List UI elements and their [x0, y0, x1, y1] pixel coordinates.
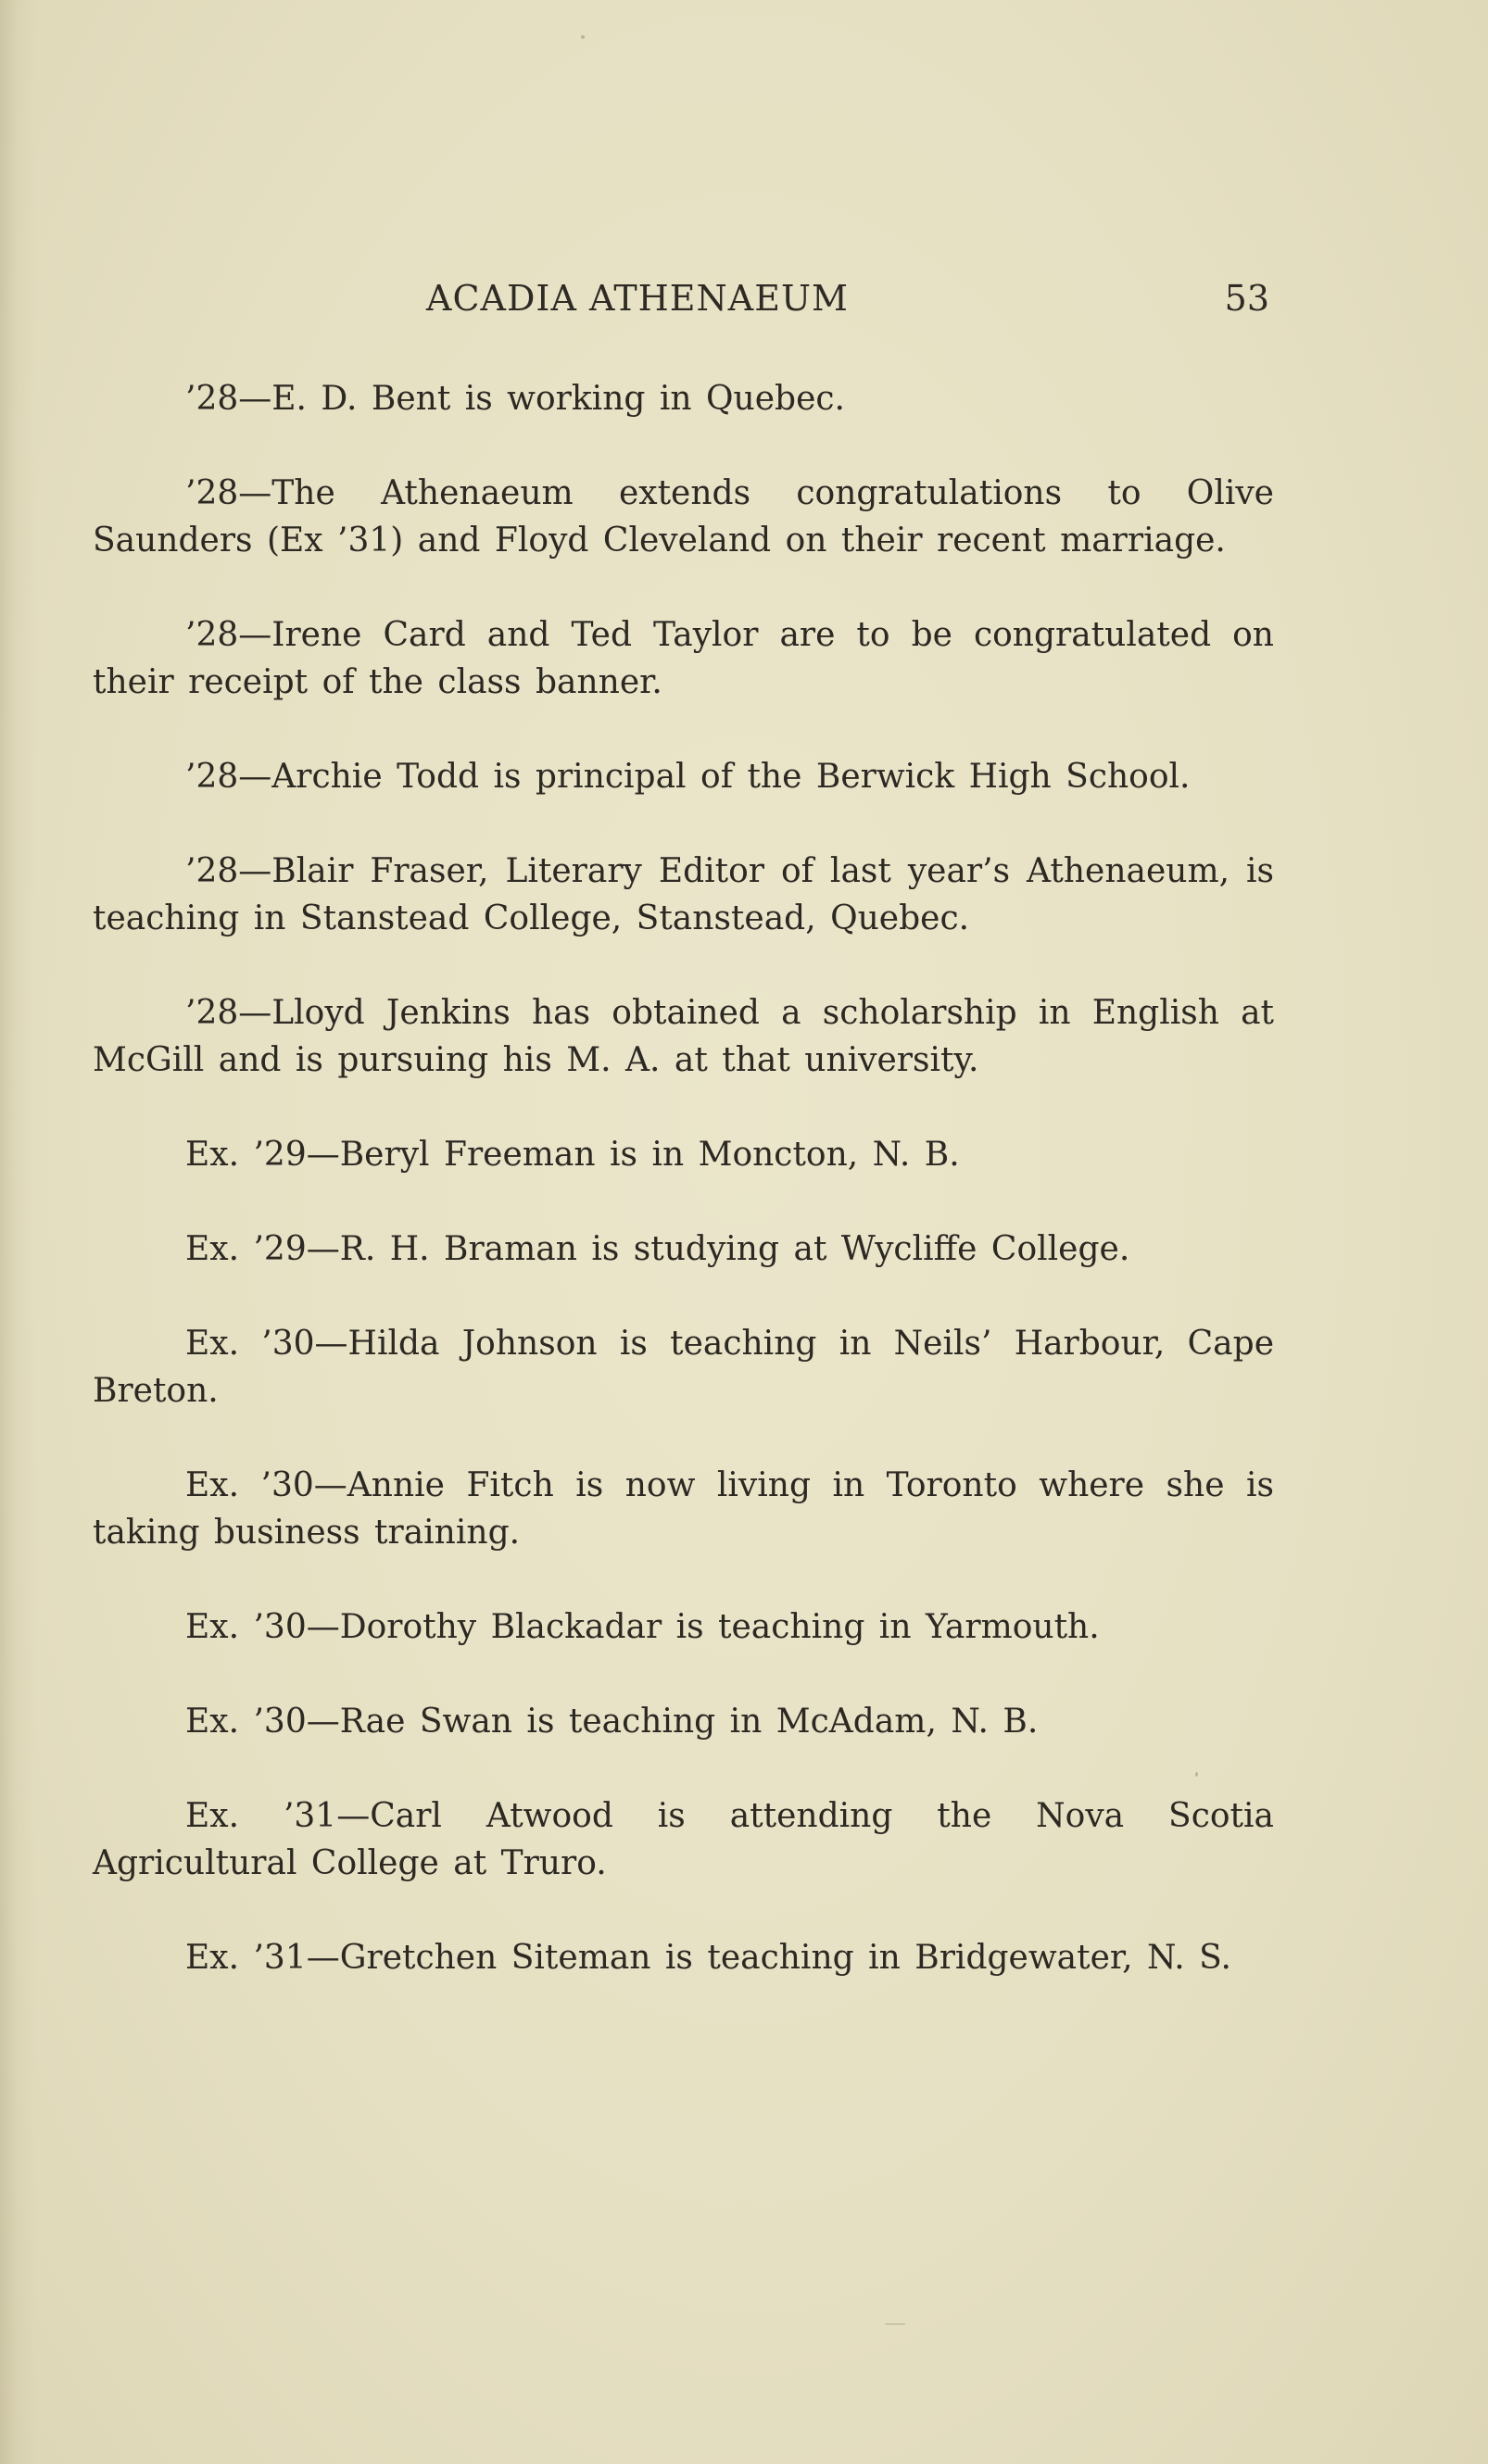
alumni-note: ’28—Blair Fraser, Literary Editor of last year’s Athenaeum, is teaching in Stanstead College, Stanstead, Quebec.: [93, 852, 1274, 937]
alumni-note: Ex. ’29—R. H. Braman is studying at Wycliffe College.: [185, 1230, 1130, 1268]
alumni-note: ’28—E. D. Bent is working in Quebec.: [185, 380, 845, 418]
alumni-note: Ex. ’29—Beryl Freeman is in Moncton, N. B.: [185, 1136, 960, 1174]
alumni-note: Ex. ’30—Annie Fitch is now living in Toronto where she is taking business training.: [93, 1466, 1274, 1552]
paper-speck: [581, 35, 585, 39]
page-header: [93, 278, 1269, 333]
alumni-note: Ex. ’30—Hilda Johnson is teaching in Neils’ Harbour, Cape Breton.: [93, 1325, 1274, 1410]
alumni-note: Ex. ’30—Dorothy Blackadar is teaching in Yarmouth.: [185, 1608, 1100, 1646]
alumni-note: ’28—Lloyd Jenkins has obtained a scholarship in English at McGill and is pursuing his M. A. at that university.: [93, 994, 1274, 1079]
alumni-note: ’28—Archie Todd is principal of the Berwick High School.: [185, 758, 1191, 796]
alumni-notes: [93, 375, 1274, 2029]
running-head: ACADIA ATHENAEUM: [426, 278, 849, 319]
alumni-note: ’28—Irene Card and Ted Taylor are to be congratulated on their receipt of the class banner.: [93, 616, 1274, 701]
alumni-note: Ex. ’31—Carl Atwood is attending the Nova Scotia Agricultural College at Truro.: [93, 1797, 1274, 1882]
paper-speck: [1195, 1772, 1198, 1777]
alumni-note: Ex. ’31—Gretchen Siteman is teaching in Bridgewater, N. S.: [185, 1939, 1231, 1977]
paper-speck: [885, 2323, 905, 2325]
alumni-note: Ex. ’30—Rae Swan is teaching in McAdam, N. B.: [185, 1703, 1039, 1741]
alumni-note: ’28—The Athenaeum extends congratulations to Olive Saunders (Ex ’31) and Floyd Cleveland on their recent marriage.: [93, 474, 1274, 559]
page-number: 53: [1224, 278, 1269, 319]
